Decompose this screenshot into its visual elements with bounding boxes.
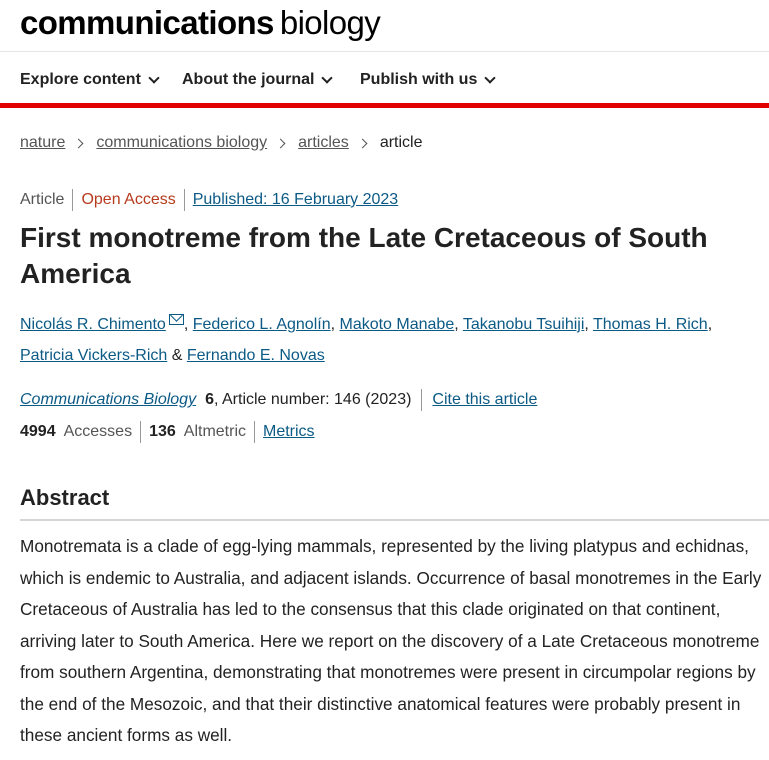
author-link[interactable]: Nicolás R. Chimento (20, 316, 166, 333)
authors-joiner: & (171, 347, 183, 364)
breadcrumb-current: article (379, 134, 423, 151)
breadcrumb (20, 134, 423, 152)
metrics-divider (140, 421, 141, 443)
breadcrumb-articles[interactable]: articles (298, 134, 349, 151)
article-number: , Article number: 146 (2023) (213, 391, 412, 408)
cite-this-article-link[interactable]: Cite this article (432, 391, 538, 408)
breadcrumb-nature[interactable]: nature (20, 134, 66, 151)
breadcrumb-communications-biology[interactable]: communications biology (96, 134, 268, 151)
citation-divider (421, 389, 422, 411)
accesses-label: Accesses (63, 423, 133, 440)
journal-logo[interactable] (20, 4, 380, 42)
nav-publish-with-us-label: Publish with us (360, 71, 478, 88)
author-link[interactable]: Fernando E. Novas (186, 347, 325, 364)
nav-about-journal-label: About the journal (182, 71, 315, 88)
mail-icon[interactable] (169, 314, 184, 325)
open-access-badge: Open Access (81, 191, 176, 208)
abstract-text: Monotremata is a clade of egg-lying mammals, represented by the living platypus and echidnas, which is endemic to Australia, and adjacent islands. Occurrence of basal monotremes in the Early Cretaceous of Australia has led to the consensus that this clade originated on that continent, arriving later to South America. Here we report on the discovery of a Late Cretaceous monotreme from southern Argentina, demonstrating that monotremes were present in circumpolar regions by the end of the Mesozoic, and that their distinctive anatomical features were probably present in these ancient forms as well. (20, 536, 762, 745)
metrics-divider (254, 421, 255, 443)
journal-name-link[interactable]: Communications Biology (20, 391, 197, 408)
author-link[interactable]: Federico L. Agnolín (192, 316, 331, 333)
site-header (0, 0, 769, 52)
volume-number: 6 (205, 391, 214, 408)
author-link[interactable]: Patricia Vickers-Rich (20, 347, 168, 364)
chevron-right-icon (276, 138, 286, 148)
meta-divider (72, 189, 73, 211)
article-meta (20, 189, 398, 211)
citation-line (20, 389, 537, 411)
article-type: Article (20, 191, 65, 208)
author-link[interactable]: Makoto Manabe (339, 316, 455, 333)
nav-explore-content[interactable] (20, 71, 158, 89)
logo-light-text: biology (279, 4, 381, 41)
main-nav (0, 53, 769, 108)
author-link[interactable]: Thomas H. Rich (593, 316, 708, 333)
meta-divider (184, 189, 185, 211)
accesses-count: 4994 (20, 423, 56, 440)
article-title: First monotreme from the Late Cretaceous of South America (20, 222, 708, 289)
altmetric-count: 136 (149, 423, 176, 440)
logo-bold-text: communications (20, 4, 274, 41)
chevron-right-icon (74, 138, 84, 148)
abstract-heading: Abstract (20, 485, 110, 510)
chevron-down-icon (485, 72, 496, 83)
altmetric-label: Altmetric (183, 423, 246, 440)
chevron-down-icon (322, 72, 333, 83)
metrics-link[interactable]: Metrics (263, 423, 315, 440)
published-date-link[interactable]: Published: 16 February 2023 (192, 191, 399, 208)
author-list: Nicolás R. Chimento , Federico L. Agnolín, Makoto Manabe, Takanobu Tsuihiji, Thomas H. Rich, Patricia Vickers-Rich & Fernando E. Novas (20, 316, 713, 364)
nav-explore-content-label: Explore content (20, 71, 141, 88)
nav-about-journal[interactable] (182, 71, 331, 89)
abstract-divider (20, 519, 769, 521)
chevron-right-icon (357, 138, 367, 148)
chevron-down-icon (148, 72, 159, 83)
author-link[interactable]: Takanobu Tsuihiji (462, 316, 585, 333)
article-metrics (20, 421, 315, 443)
nav-publish-with-us[interactable] (360, 71, 494, 89)
